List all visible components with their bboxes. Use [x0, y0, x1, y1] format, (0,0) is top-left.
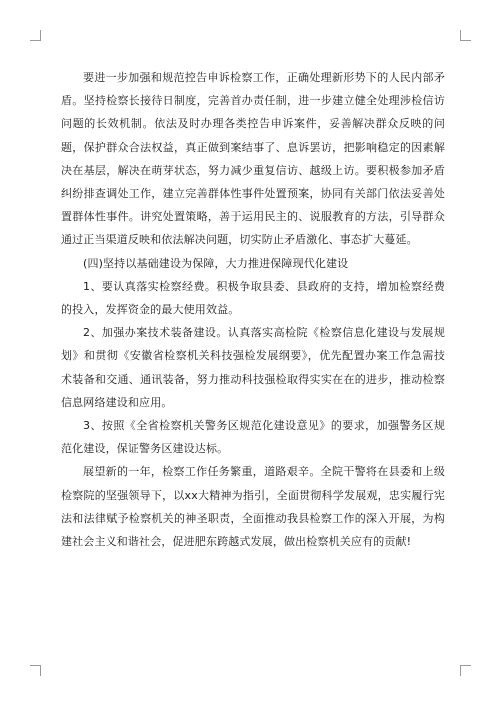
paragraph-complaint-work: 要进一步加强和规范控告申诉检察工作，正确处理新形势下的人民内部矛盾。坚持检察长接待日制度，完善首办责任制，进一步建立健全处理涉检信访问题的长效机制。依法及时办理各类控告申诉案件，妥善解决群众反映的问题，保护群众合法权益，真正做到案结事了、息诉罢访，把影响稳定的因素解决在基层，解决在萌芽状态，努力减少重复信访、越级上访。要积极参加矛盾纠纷排查调处工作，建立完善群体性事件处置预案，协同有关部门依法妥善处置群体性事件。讲究处置策略，善于运用民主的、说服教育的方法，引导群众通过正当渠道反映和依法解决问题，切实防止矛盾激化、事态扩大蔓延。	[61, 71, 445, 247]
crop-mark-bottom-left	[30, 665, 41, 676]
section-heading-four: (四)坚持以基础建设为保障，大力推进保障现代化建设	[83, 256, 349, 270]
crop-mark-bottom-right	[460, 665, 471, 676]
paragraph-outlook: 展望新的一年，检察工作任务繁重，道路艰辛。全院干警将在县委和上级检察院的坚强领导下，以xx大精神为指引，全面贯彻科学发展观，忠实履行宪法和法律赋予检察机关的神圣职责，全面推动我县检察工作的深入开展，为构建社会主义和谐社会，促进肥东跨越式发展，做出检察机关应有的贡献!	[61, 465, 445, 549]
paragraph-item-1: 1、要认真落实检察经费。积极争取县委、县政府的支持，增加检察经费的投入，发挥资金的最大使用效益。	[61, 279, 445, 317]
crop-mark-top-left	[30, 30, 41, 41]
crop-mark-top-right	[460, 30, 471, 41]
paragraph-item-3: 3、按照《全省检察机关警务区规范化建设意见》的要求，加强警务区规范化建设，保证警务区建设达标。	[61, 419, 445, 456]
document-body	[61, 66, 445, 553]
paragraph-item-2: 2、加强办案技术装备建设。认真落实高检院《检察信息化建设与发展规划》和贯彻《安徽省检察机关科技强检发展纲要》，优先配置办案工作急需技术装备和交通、通讯装备，努力推动科技强检取得实实在在的进步，推动检察信息网络建设和应用。	[61, 326, 445, 409]
